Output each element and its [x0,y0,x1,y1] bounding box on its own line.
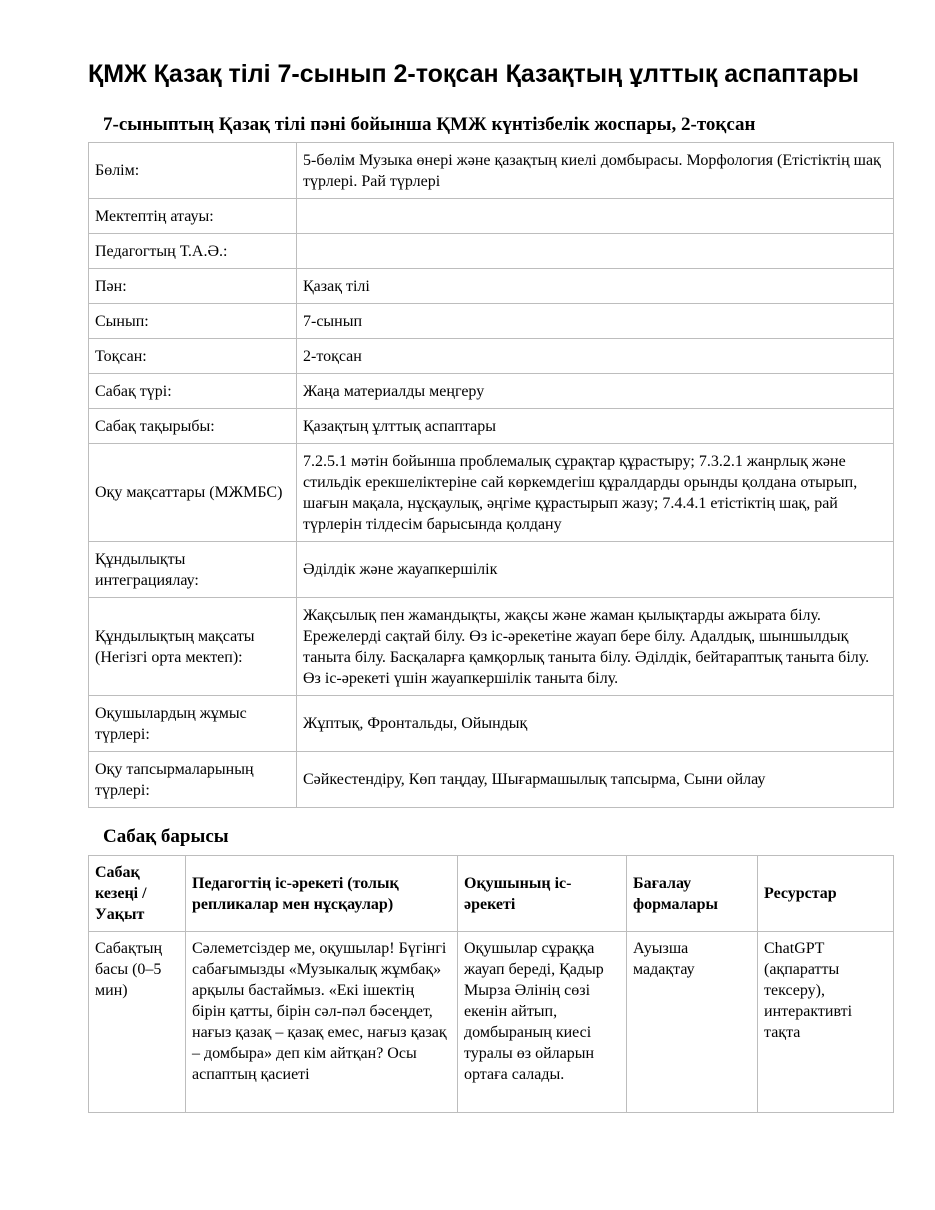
info-row [89,409,894,444]
lesson-progress-table [88,855,894,1113]
info-row [89,752,894,808]
info-row [89,542,894,598]
info-value: 7.2.5.1 мәтін бойынша проблемалық сұрақтар құрастыру; 7.3.2.1 жанрлық және стильдік ерекшеліктеріне сай көркемдегіш құралдарды орынды қолдана отырып, шағын мақала, нұсқаулық, әңгіме құрастырып жазу; 7.4.4.1 етістіктің шақ, рай түрлерін тілдесім барысында қолдану [297,444,894,542]
info-value [297,234,894,269]
info-row [89,304,894,339]
table-row [89,932,894,1113]
info-key: Пән: [89,269,297,304]
info-value: Сәйкестендіру, Көп таңдау, Шығармашылық тапсырма, Сыни ойлау [297,752,894,808]
info-value: 5-бөлім Музыка өнері және қазақтың киелі домбырасы. Морфология (Етістіктің шақ түрлері. Рай түрлері [297,143,894,199]
info-key: Оқушылардың жұмыс түрлері: [89,696,297,752]
column-header: Оқушының іс-әрекеті [458,856,627,932]
page-title: ҚМЖ Қазақ тілі 7-сынып 2-тоқсан Қазақтың ұлттық аспаптары [88,60,859,88]
info-value: Жақсылық пен жамандықты, жақсы және жаман қылықтарды ажырата білу. Ережелерді сақтай білу. Өз іс-әрекетіне жауап бере білу. Адалдық, шыншылдық таныта білу. Басқаларға қамқорлық таныта білу. Әділдік, бейтараптық таныта білу. Өз іс-әрекеті үшін жауапкершілік таныта білу. [297,598,894,696]
info-row [89,269,894,304]
info-key: Құндылықтың мақсаты (Негізгі орта мектеп): [89,598,297,696]
info-key: Сабақ түрі: [89,374,297,409]
info-row [89,696,894,752]
plan-subtitle: 7-сыныптың Қазақ тілі пәні бойынша ҚМЖ күнтізбелік жоспары, 2-тоқсан [103,114,756,135]
info-value: Әділдік және жауапкершілік [297,542,894,598]
info-key: Сабақ тақырыбы: [89,409,297,444]
info-row [89,374,894,409]
info-value: Қазақтың ұлттық аспаптары [297,409,894,444]
info-key: Мектептің атауы: [89,199,297,234]
info-key: Оқу тапсырмаларының түрлері: [89,752,297,808]
info-value: 2-тоқсан [297,339,894,374]
info-key: Педагогтың Т.А.Ә.: [89,234,297,269]
table-cell: Оқушылар сұраққа жауап береді, Қадыр Мырза Әлінің сөзі екенін айтып, домбыраның киесі туралы өз ойларын ортаға салады. [458,932,627,1113]
info-value [297,199,894,234]
info-value: Жаңа материалды меңгеру [297,374,894,409]
table-cell: Ауызша мадақтау [627,932,758,1113]
info-value: Жұптық, Фронтальды, Ойындық [297,696,894,752]
info-row [89,234,894,269]
document-page [88,58,893,1113]
column-header: Ресурстар [758,856,894,932]
column-header: Сабақ кезеңі / Уақыт [89,856,186,932]
info-row [89,199,894,234]
info-row [89,598,894,696]
info-key: Бөлім: [89,143,297,199]
table-cell: Сәлеметсіздер ме, оқушылар! Бүгінгі сабағымызды «Музыкалық жұмбақ» арқылы бастаймыз. «Екі ішектің бірін қатты, бірін сәл-пәл бәсеңдет, нағыз қазақ – қазақ емес, нағыз қазақ – домбыра» деп кім айтқан? Осы аспаптың қасиеті [186,932,458,1113]
info-row [89,143,894,199]
info-value: 7-сынып [297,304,894,339]
info-row [89,339,894,374]
info-key: Құндылықты интеграциялау: [89,542,297,598]
lesson-progress-heading: Сабақ барысы [103,826,229,847]
lesson-info-table [88,142,894,808]
table-cell: ChatGPT (ақпаратты тексеру), интерактивті тақта [758,932,894,1113]
info-key: Тоқсан: [89,339,297,374]
info-value: Қазақ тілі [297,269,894,304]
column-header: Бағалау формалары [627,856,758,932]
info-key: Оқу мақсаттары (МЖМБС) [89,444,297,542]
table-header-row [89,856,894,932]
info-key: Сынып: [89,304,297,339]
info-row [89,444,894,542]
column-header: Педагогтің іс-әрекеті (толық репликалар мен нұсқаулар) [186,856,458,932]
table-cell: Сабақтың басы (0–5 мин) [89,932,186,1113]
